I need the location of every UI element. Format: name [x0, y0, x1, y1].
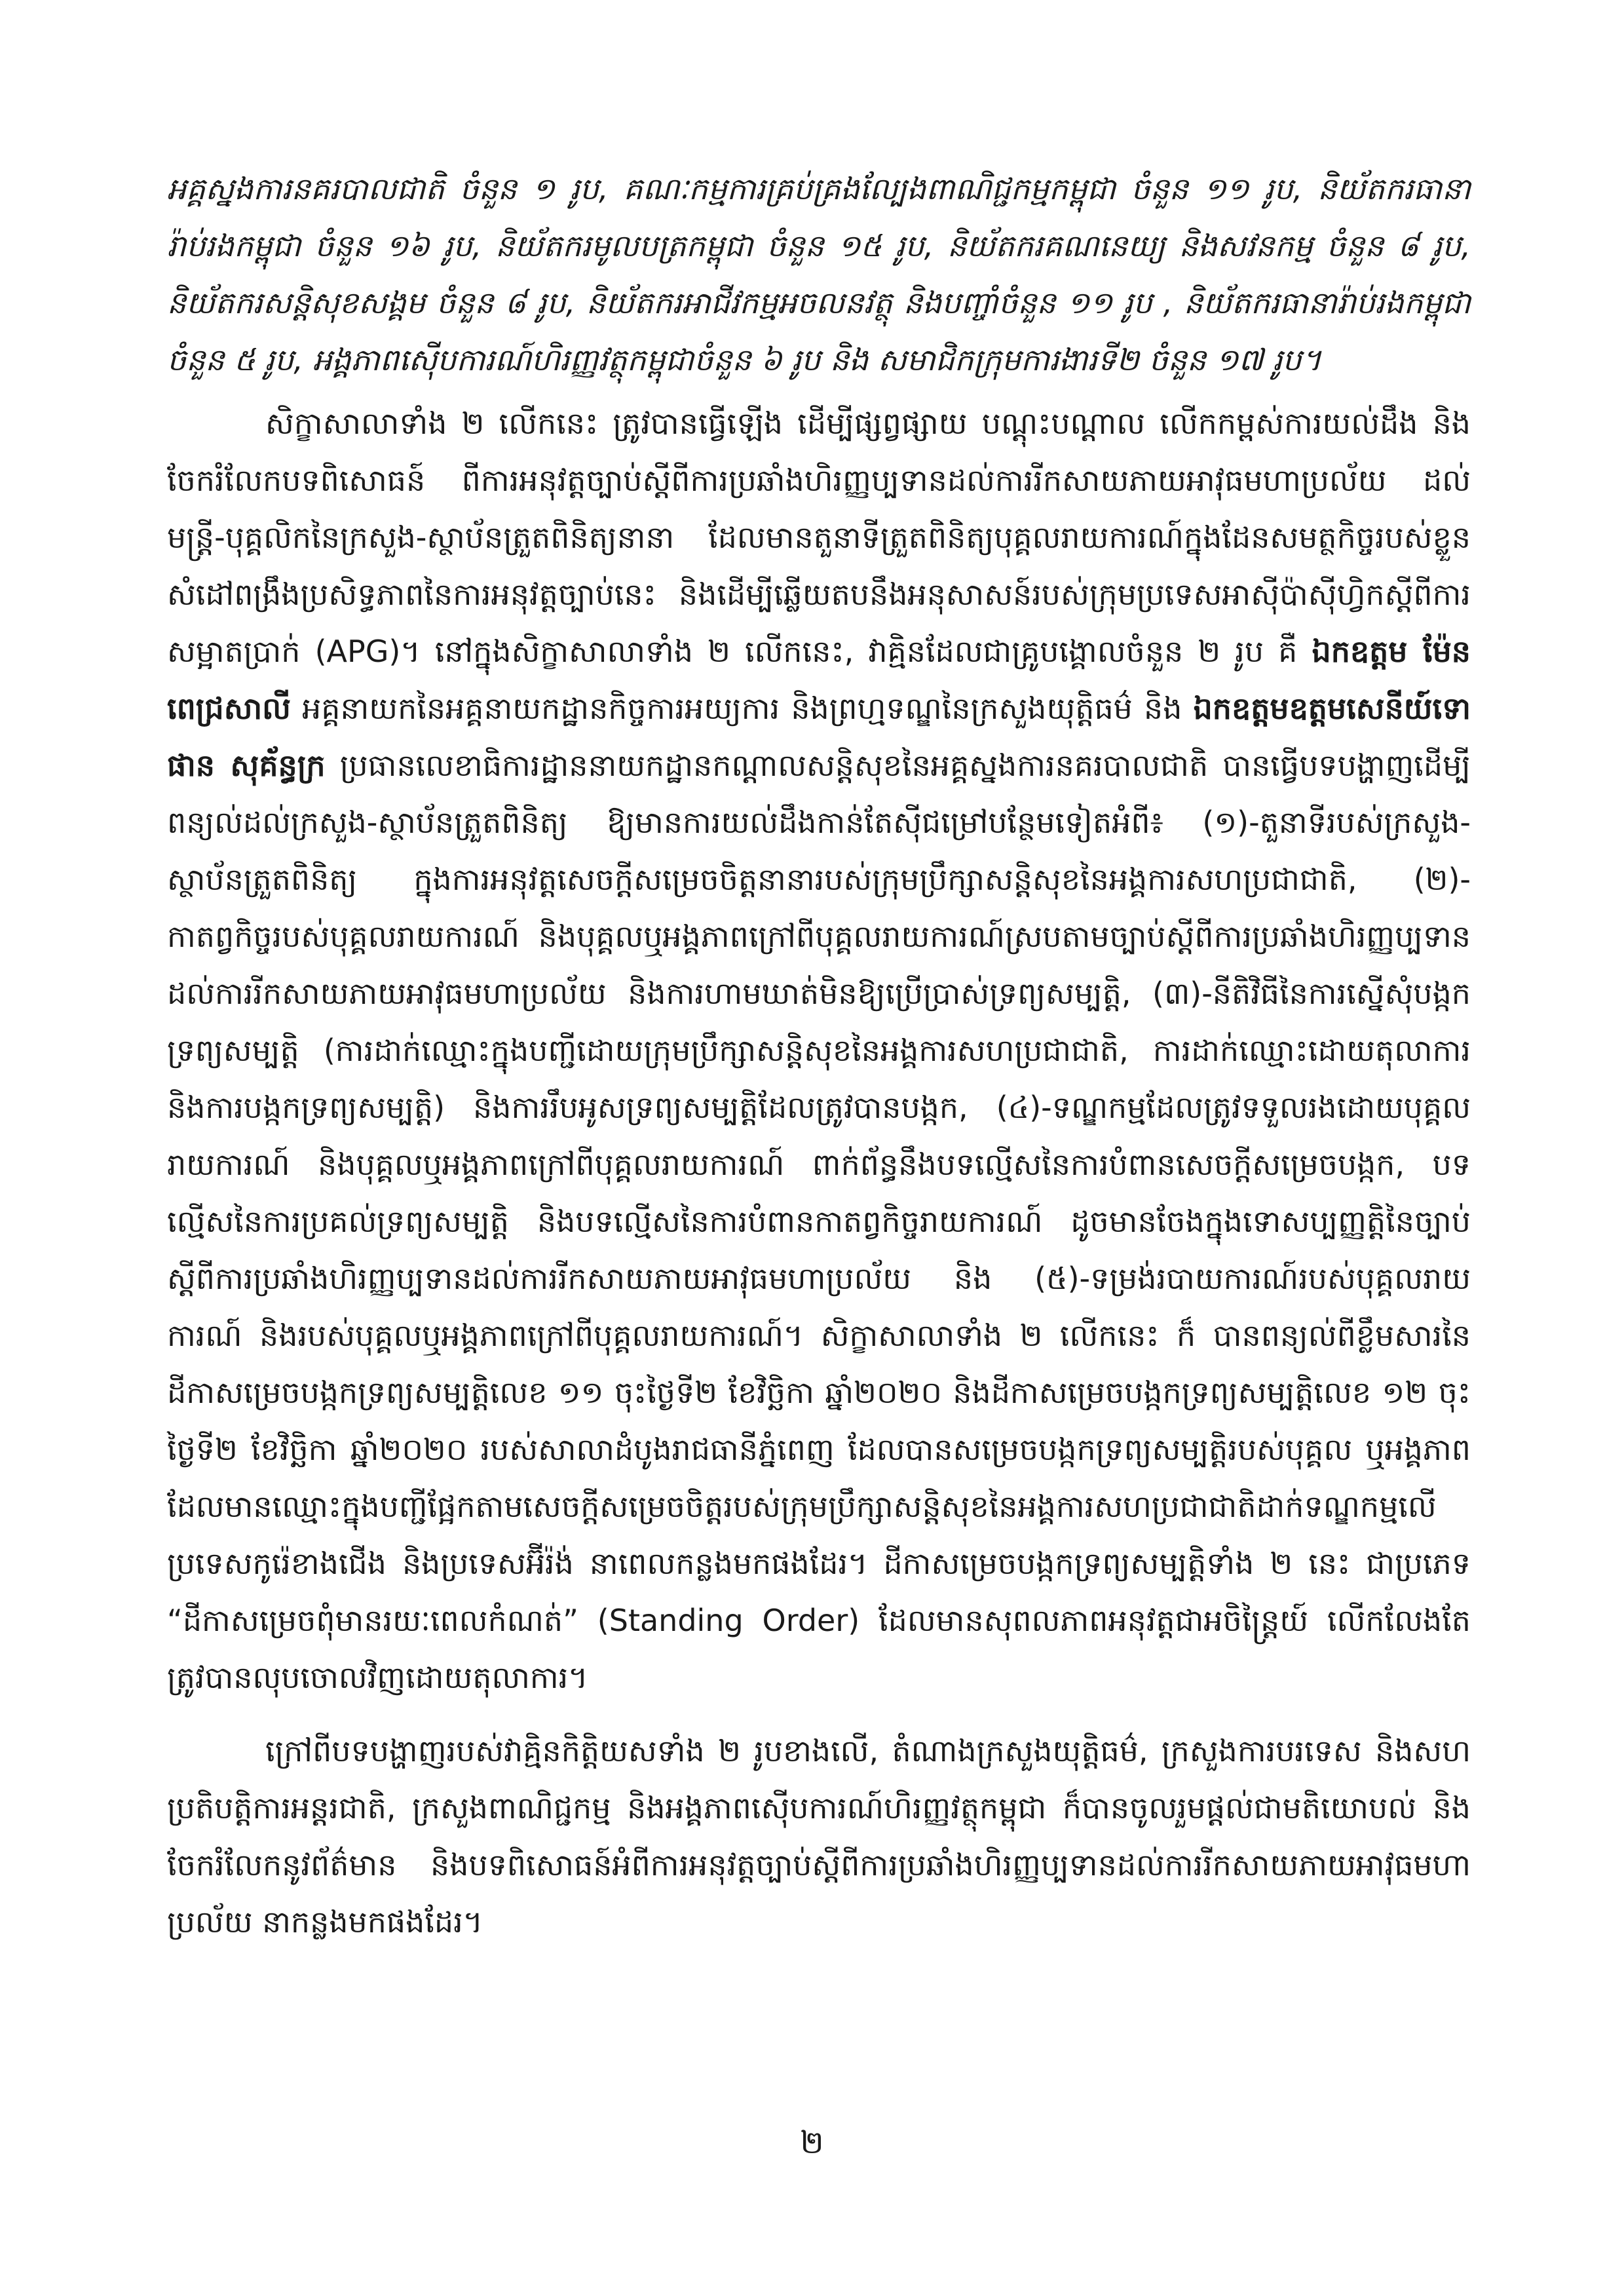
workshop-paragraph [167, 395, 1471, 1706]
paragraph-text: សិក្ខាសាលាទាំង ២ លើកនេះ ត្រូវបានធ្វើឡើង ដើម្បីផ្សព្វផ្សាយ បណ្តុះបណ្តាល លើកកម្ពស់ការយល់ដឹង និងចែករំលែកបទពិសោធន៍ ពីការអនុវត្តច្បាប់ស្តីពីការប្រឆាំងហិរញ្ញប្បទានដល់ការរីកសាយភាយអាវុធមហាប្រល័យ ដល់មន្ត្រី-បុគ្គលិកនៃក្រសួង-ស្ថាប័នត្រួតពិនិត្យនានា ដែលមានតួនាទីត្រួតពិនិត្យបុគ្គលរាយការណ៍ក្នុងដែនសមត្ថកិច្ចរបស់ខ្លួន សំដៅពង្រឹងប្រសិទ្ធភាពនៃការអនុវត្តច្បាប់នេះ និងដើម្បីឆ្លើយតបនឹងអនុសាសន៍របស់ក្រុមប្រទេសអាស៊ីប៉ាស៊ីហ្វិកស្តីពីការសម្អាតប្រាក់ (APG)។ នៅក្នុងសិក្ខាសាលាទាំង ២ លើកនេះ, វាគ្មិនដែលជាគ្រូបង្គោលចំនួន ២ រូប គឺ [167, 406, 1471, 669]
intro-paragraph: អគ្គស្នងការនគរបាលជាតិ ចំនួន ១ រូប, គណៈកម្មការគ្រប់គ្រងល្បែងពាណិជ្ជកម្មកម្ពុជា ចំនួន ១១ រូប, និយ័តករធានារ៉ាប់រងកម្ពុជា ចំនួន ១៦ រូប, និយ័តករមូលបត្រកម្ពុជា ចំនួន ១៥ រូប, និយ័តករគណនេយ្យ និងសវនកម្ម ចំនួន ៨ រូប, និយ័តករសន្តិសុខសង្គម ចំនួន ៨ រូប, និយ័តករអាជីវកម្មអចលនវត្ថុ និងបញ្ចាំចំនួន ១១ រូប , និយ័តករធានារ៉ាប់រងកម្ពុជា ចំនួន ៥ រូប, អង្គភាពស៊ើបការណ៍ហិរញ្ញវត្ថុកម្ពុជាចំនួន ៦ រូប និង សមាជិកក្រុមការងារទី២ ចំនួន ១៧ រូប។ [167, 171, 1471, 377]
page-number: ២ [800, 2124, 824, 2161]
closing-paragraph: ក្រៅពីបទបង្ហាញរបស់វាគ្មិនកិត្តិយសទាំង ២ រូបខាងលើ, តំណាងក្រសួងយុត្តិធម៌, ក្រសួងការបរទេស និងសហប្រតិបត្តិការអន្តរជាតិ, ក្រសួងពាណិជ្ជកម្ម និងអង្គភាពស៊ើបការណ៍ហិរញ្ញវត្ថុកម្ពុជា ក៏បានចូលរួមផ្តល់ជាមតិយោបល់ និងចែករំលែកនូវព័ត៌មាន និងបទពិសោធន៍អំពីការអនុវត្តច្បាប់ស្តីពីការប្រឆាំងហិរញ្ញប្បទានដល់ការរីកសាយភាយអាវុធមហាប្រល័យ នាកន្លងមកផងដែរ។ [167, 1733, 1471, 1940]
paragraph-text: អគ្គនាយកនៃអគ្គនាយកដ្ឋានកិច្ចការអយ្យការ និងព្រហ្មទណ្ឌនៃក្រសួងយុត្តិធម៌ និង [290, 691, 1194, 726]
speaker-name: ឯកឧត្តមឧត្តមសេនីយ៍ទោ ផាន សុគ័ន្ធក្រ [167, 691, 1471, 783]
speaker-name: ឯកឧត្តម ម៉ែន ពេជ្រសាលី [167, 634, 1471, 726]
document-body [167, 161, 1471, 1951]
paragraph-text: ប្រធានលេខាធិការដ្ឋាននាយកដ្ឋានកណ្តាលសន្តិសុខនៃអគ្គស្នងការនគរបាលជាតិ បានធ្វើបទបង្ហាញដើម្បីពន្យល់ដល់ក្រសួង-ស្ថាប័នត្រួតពិនិត្យ ឱ្យមានការយល់ដឹងកាន់តែស៊ីជម្រៅបន្ថែមទៀតអំពី៖ (១)-តួនាទីរបស់ក្រសួង-ស្ថាប័នត្រួតពិនិត្យ ក្នុងការអនុវត្តសេចក្តីសម្រេចចិត្តនានារបស់ក្រុមប្រឹក្សាសន្តិសុខនៃអង្គការសហប្រជាជាតិ, (២)-កាតព្វកិច្ចរបស់បុគ្គលរាយការណ៍ និងបុគ្គលឬអង្គភាពក្រៅពីបុគ្គលរាយការណ៍ស្របតាមច្បាប់ស្តីពីការប្រឆាំងហិរញ្ញប្បទានដល់ការរីកសាយភាយអាវុធមហាប្រល័យ និងការហាមឃាត់មិនឱ្យប្រើប្រាស់ទ្រព្យសម្បត្តិ, (៣)-នីតិវិធីនៃការស្នើសុំបង្កកទ្រព្យសម្បត្តិ (ការដាក់ឈ្មោះក្នុងបញ្ជីដោយក្រុមប្រឹក្សាសន្តិសុខនៃអង្គការសហប្រជាជាតិ, ការដាក់ឈ្មោះដោយតុលាការ និងការបង្កកទ្រព្យសម្បត្តិ) និងការរឹបអូសទ្រព្យសម្បត្តិដែលត្រូវបានបង្កក, (៤)-ទណ្ឌកម្មដែលត្រូវទទួលរងដោយបុគ្គលរាយការណ៍ និងបុគ្គលឬអង្គភាពក្រៅពីបុគ្គលរាយការណ៍ ពាក់ព័ន្ធនឹងបទល្មើសនៃការបំពានសេចក្តីសម្រេចបង្កក, បទល្មើសនៃការប្រគល់ទ្រព្យសម្បត្តិ និងបទល្មើសនៃការបំពានកាតព្វកិច្ចរាយការណ៍ ដូចមានចែងក្នុងទោសប្បញ្ញត្តិនៃច្បាប់ស្តីពីការប្រឆាំងហិរញ្ញប្បទានដល់ការរីកសាយភាយអាវុធមហាប្រល័យ និង (៥)-ទម្រង់របាយការណ៍របស់បុគ្គលរាយការណ៍ និងរបស់បុគ្គលឬអង្គភាពក្រៅពីបុគ្គលរាយការណ៍។ សិក្ខាសាលាទាំង ២ លើកនេះ ក៏ បានពន្យល់ពីខ្លឹមសារនៃដីកាសម្រេចបង្កកទ្រព្យសម្បត្តិលេខ ១១ ចុះថ្ងៃទី២ ខែវិច្ឆិកា ឆ្នាំ២០២០ និងដីកាសម្រេចបង្កកទ្រព្យសម្បត្តិលេខ ១២ ចុះថ្ងៃទី២ ខែវិច្ឆិកា ឆ្នាំ២០២០ របស់សាលាដំបូងរាជធានីភ្នំពេញ ដែលបានសម្រេចបង្កកទ្រព្យសម្បត្តិរបស់បុគ្គល ឬអង្គភាពដែលមានឈ្មោះក្នុងបញ្ជីផ្អែកតាមសេចក្តីសម្រេចចិត្តរបស់ក្រុមប្រឹក្សាសន្តិសុខនៃអង្គការសហប្រជាជាតិដាក់ទណ្ឌកម្មលើប្រទេសកូរ៉េខាងជើង និងប្រទេសអ៊ីរ៉ង់ នាពេលកន្លងមកផងដែរ។ ដីកាសម្រេចបង្កកទ្រព្យសម្បត្តិទាំង ២ នេះ ជាប្រភេទ “ដីកាសម្រេចពុំមានរយៈពេលកំណត់” (Standing Order) ដែលមានសុពលភាពអនុវត្តជាអចិន្ត្រៃយ៍ លើកលែងតែត្រូវបានលុបចោលវិញដោយតុលាការ។ [167, 748, 1471, 1695]
